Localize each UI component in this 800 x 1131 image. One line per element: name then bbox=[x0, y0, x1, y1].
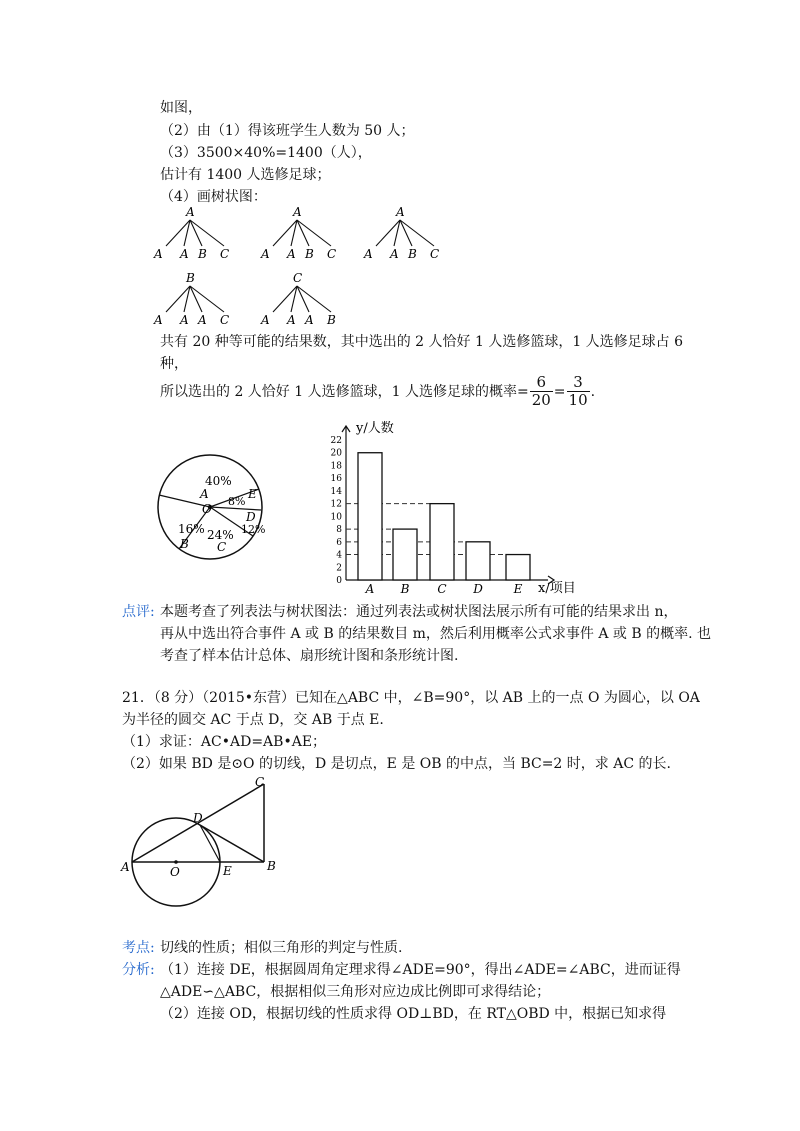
comment-line-1: 本题考查了列表法与树状图法：通过列表法或树状图法展示所有可能的结果求出 n， bbox=[160, 604, 678, 620]
tree-leaf: A bbox=[364, 247, 373, 261]
point-d: D bbox=[193, 811, 203, 825]
fraction-denominator: 20 bbox=[531, 391, 551, 409]
tree-branch bbox=[273, 286, 297, 312]
y-tick-label: 4 bbox=[336, 550, 342, 561]
x-tick-label: D bbox=[473, 582, 483, 596]
q21-line-3: （1）求证：AC•AD=AB•AE； bbox=[122, 734, 327, 750]
tree-leaf: B bbox=[408, 247, 417, 261]
tree-branch bbox=[166, 286, 190, 312]
y-tick-label: 14 bbox=[330, 486, 342, 497]
fraction-denominator: 10 bbox=[568, 391, 588, 409]
tree-leaf: A bbox=[180, 313, 189, 327]
q21-line-2: 为半径的圆交 AC 于点 D，交 AB 于点 E. bbox=[122, 712, 384, 728]
tree-leaf: C bbox=[327, 247, 337, 261]
solution-line-5: （4）画树状图： bbox=[160, 189, 267, 205]
tree-branch bbox=[190, 286, 224, 312]
tree-branch bbox=[376, 220, 400, 246]
pie-label-b: B bbox=[180, 537, 189, 551]
tree-leaf: A bbox=[261, 313, 270, 327]
x-tick-label: E bbox=[513, 582, 523, 596]
pie-pct-e: 8% bbox=[228, 495, 246, 508]
pie-pct-c: 24% bbox=[207, 528, 234, 542]
point-c: C bbox=[255, 775, 265, 789]
tree-branch bbox=[297, 286, 331, 312]
bar bbox=[358, 453, 382, 580]
tree-leaf: B bbox=[305, 247, 314, 261]
fraction-numerator: 6 bbox=[530, 374, 553, 392]
tree-leaf: A bbox=[154, 247, 163, 261]
tree-leaf: A bbox=[287, 247, 296, 261]
probability-line bbox=[160, 374, 595, 409]
y-tick-label: 8 bbox=[336, 525, 342, 536]
solution-line-2: （2）由（1）得该班学生人数为 50 人； bbox=[160, 123, 415, 139]
comment-line-2: 再从中选出符合事件 A 或 B 的结果数目 m，然后利用概率公式求事件 A 或 B 的概率. 也 bbox=[160, 626, 712, 642]
pie-pct-a: 40% bbox=[205, 474, 232, 488]
fenxi-tag: 分析: bbox=[122, 962, 155, 978]
fraction-3-10 bbox=[567, 374, 590, 409]
y-tick-label: 2 bbox=[336, 563, 342, 574]
tree-branch bbox=[400, 220, 434, 246]
point-b: B bbox=[267, 859, 276, 873]
bar bbox=[466, 542, 490, 580]
bar bbox=[393, 529, 417, 580]
y-tick-label: 20 bbox=[330, 448, 342, 459]
point-a: A bbox=[121, 860, 130, 874]
equals-sign: = bbox=[553, 383, 566, 400]
fraction-6-20 bbox=[530, 374, 553, 409]
point-e: E bbox=[223, 864, 232, 878]
probability-text: 所以选出的 2 人恰好 1 人选修篮球，1 人选修足球的概率= bbox=[160, 383, 529, 400]
y-tick-label: 6 bbox=[336, 537, 342, 548]
tree-leaf: B bbox=[327, 313, 336, 327]
fenxi-line-1: （1）连接 DE，根据圆周角定理求得∠ADE=90°，得出∠ADE=∠ABC，进而证得 bbox=[160, 962, 681, 978]
y-axis-label: y/人数 bbox=[356, 421, 394, 436]
tree-branch bbox=[273, 220, 297, 246]
tree-root: A bbox=[396, 205, 405, 219]
point-o: O bbox=[170, 865, 180, 879]
tree-root: B bbox=[186, 271, 195, 285]
tree-leaf: C bbox=[430, 247, 440, 261]
pie-label-e: E bbox=[248, 487, 257, 501]
x-tick-label: A bbox=[365, 582, 375, 596]
y-tick-label: 12 bbox=[330, 499, 342, 510]
tree-root: A bbox=[293, 205, 302, 219]
tree-leaf: A bbox=[287, 313, 296, 327]
bar bbox=[430, 504, 454, 580]
y-tick-label: 18 bbox=[330, 461, 342, 472]
tree-leaf: A bbox=[180, 247, 189, 261]
solution-line-3: （3）3500×40%=1400（人）， bbox=[160, 145, 372, 161]
pie-label-d: D bbox=[246, 510, 256, 524]
y-tick-label: 22 bbox=[330, 436, 342, 446]
tree-leaf: C bbox=[220, 247, 230, 261]
pie-pct-d: 12% bbox=[241, 523, 266, 536]
tree-leaf: A bbox=[390, 247, 399, 261]
pie-center-o: O bbox=[202, 502, 212, 516]
bar-chart bbox=[320, 410, 590, 600]
y-tick-label: 0 bbox=[336, 576, 342, 586]
tree-leaf: A bbox=[154, 313, 163, 327]
tree-branch bbox=[190, 220, 224, 246]
tree-leaf: A bbox=[261, 247, 270, 261]
bar bbox=[506, 555, 530, 580]
solution-line-1: 如图， bbox=[160, 100, 202, 116]
tree-root: C bbox=[293, 271, 303, 285]
kaodian-tag: 考点: bbox=[122, 940, 155, 956]
kaodian-text: 切线的性质；相似三角形的判定与性质. bbox=[160, 940, 403, 956]
tree-leaf: A bbox=[198, 313, 207, 327]
tree-diagram bbox=[150, 200, 480, 330]
tree-leaf: A bbox=[305, 313, 314, 327]
tree-root: A bbox=[186, 205, 195, 219]
q21-line-4: （2）如果 BD 是⊙O 的切线，D 是切点，E 是 OB 的中点，当 BC=2 时，求 AC 的长. bbox=[122, 756, 671, 772]
y-tick-label: 10 bbox=[330, 512, 342, 523]
fenxi-line-3: （2）连接 OD，根据切线的性质求得 OD⊥BD，在 RT△OBD 中，根据已知求得 bbox=[160, 1006, 667, 1022]
fenxi-line-2: △ADE∽△ABC，根据相似三角形对应边成比例即可求得结论； bbox=[160, 984, 551, 1000]
x-tick-label: B bbox=[400, 582, 410, 596]
pie-chart bbox=[150, 445, 275, 575]
y-tick-label: 16 bbox=[330, 474, 342, 485]
result-line-1: 共有 20 种等可能的结果数，其中选出的 2 人恰好 1 人选修篮球，1 人选修足球占 6 bbox=[160, 334, 684, 350]
fraction-numerator: 3 bbox=[567, 374, 590, 392]
q21-line-1: 21．（8 分）（2015•东营）已知在△ABC 中，∠B=90°，以 AB 上的一点 O 为圆心，以 OA bbox=[122, 690, 700, 706]
geometry-figure bbox=[115, 772, 285, 907]
pie-pct-b: 16% bbox=[178, 522, 205, 536]
tree-leaf: B bbox=[198, 247, 207, 261]
result-line-2: 种， bbox=[160, 356, 188, 372]
x-tick-label: C bbox=[437, 582, 447, 596]
tree-branch bbox=[166, 220, 190, 246]
pie-label-a: A bbox=[200, 487, 209, 501]
comment-tag: 点评: bbox=[122, 604, 155, 620]
tree-leaf: C bbox=[220, 313, 230, 327]
tree-branch bbox=[297, 220, 331, 246]
x-axis-label: x/项目 bbox=[538, 581, 576, 596]
solution-line-4: 估计有 1400 人选修足球； bbox=[160, 167, 331, 183]
comment-line-3: 考查了样本估计总体、扇形统计图和条形统计图. bbox=[160, 648, 459, 664]
pie-label-c: C bbox=[217, 540, 227, 554]
period: . bbox=[590, 383, 596, 400]
